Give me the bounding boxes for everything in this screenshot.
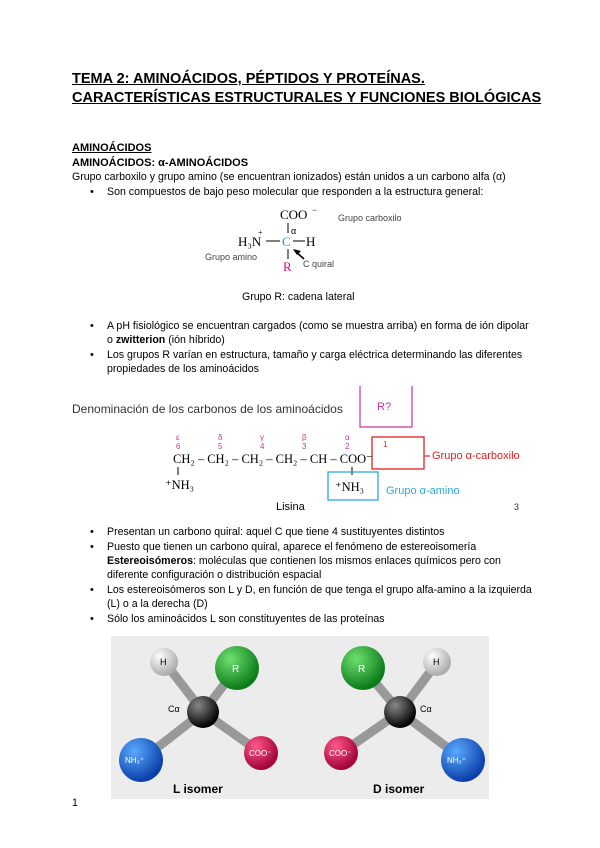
coo-ball-label: COO⁻ (249, 749, 272, 758)
coo-ball-label: COO⁻ (329, 749, 352, 758)
r-group: R (283, 259, 292, 274)
h-ball-label: H (160, 657, 167, 667)
carboxyl-box (372, 437, 424, 469)
arrow-icon (293, 249, 301, 255)
coo-label: COO (280, 207, 308, 222)
greek-epsilon: ε (176, 433, 180, 442)
l-isomer-label: L isomer (173, 782, 223, 796)
list-item: • A pH fisiológico se encuentran cargados (como se muestra arriba) en forma de ión dipolar o zwitterion (ión híbrido) (90, 319, 530, 347)
calpha-label: Cα (168, 704, 180, 714)
lysine-chain: CH₂ – CH₂ – CH₂ – CH₂ – CH – COO⁻ (173, 452, 373, 466)
plus-charge: + (258, 228, 263, 237)
r-ball-label: R (232, 664, 240, 675)
label-c-quiral: C quiral (303, 259, 335, 269)
greek-delta: δ (218, 433, 223, 442)
bullet-list-3 (90, 525, 535, 627)
label-alpha-carboxilo: Grupo α-carboxilo (432, 450, 520, 462)
lysine-carbon-figure (70, 386, 530, 516)
intro-text: Grupo carboxilo y grupo amino (se encuentran ionizados) están unidos a un carbono alfa (α) (72, 171, 506, 183)
alpha-label: α (291, 226, 297, 236)
coo-charge: − (312, 205, 318, 215)
slide-number: 3 (514, 502, 520, 512)
list-item: • Son compuestos de bajo peso molecular que responden a la estructura general: (90, 185, 530, 199)
amino-acid-structure-figure (200, 203, 410, 278)
calpha-label: Cα (420, 704, 432, 714)
carbon-number-5: 5 (218, 442, 223, 451)
isomer-figure (111, 636, 489, 799)
nh3-alpha: ⁺NH₃ (335, 480, 365, 494)
nh3-ball-label: NH₃⁺ (125, 756, 145, 765)
bullet-list-2 (90, 319, 530, 377)
label-alpha-amino: Grupo α-amino (386, 485, 460, 497)
greek-beta: β (302, 433, 307, 442)
carbon-number-1: 1 (383, 440, 388, 449)
figure-caption: Grupo R: cadena lateral (242, 291, 355, 303)
label-grupo-amino: Grupo amino (205, 252, 258, 262)
carbon-number-2: 2 (345, 442, 350, 451)
page-number: 1 (72, 797, 78, 809)
list-item: • Los grupos R varían en estructura, tamaño y carga eléctrica determinando las diferentes propiedades de los aminoácidos (90, 348, 530, 376)
bullet-list-1 (90, 185, 530, 200)
carbon-number-3: 3 (302, 442, 307, 451)
section-heading: AMINOÁCIDOS (72, 142, 152, 154)
greek-gamma: γ (260, 433, 264, 442)
greek-alpha: α (345, 433, 350, 442)
page-title: TEMA 2: AMINOÁCIDOS, PÉPTIDOS Y PROTEÍNAS. CARACTERÍSTICAS ESTRUCTURALES Y FUNCIONES BIOLÓGICAS (72, 71, 542, 106)
h3n-label: H₃N (238, 234, 262, 249)
list-item: • Sólo los aminoácidos L son constituyentes de las proteínas (90, 612, 535, 626)
nh3-ball-label: NH₃⁺ (447, 756, 467, 765)
figure-heading: Denominación de los carbonos de los aminoácidos (72, 402, 343, 416)
lisina-label: Lisina (276, 501, 305, 513)
subheading: AMINOÁCIDOS: α-AMINOÁCIDOS (72, 157, 249, 169)
carbon-number-4: 4 (260, 442, 265, 451)
d-isomer-label: D isomer (373, 782, 425, 796)
list-item: • Presentan un carbono quiral: aquel C que tiene 4 sustituyentes distintos (90, 525, 535, 539)
h-ball-label: H (433, 657, 440, 667)
carbon-number-6: 6 (176, 442, 181, 451)
label-grupo-carboxilo: Grupo carboxilo (338, 213, 402, 223)
list-item: • Puesto que tienen un carbono quiral, aparece el fenómeno de estereoisomería Estereoisómeros: moléculas que contienen los mismos enlaces químicos pero con diferente configuración o distribución espacial (90, 540, 535, 582)
r-ball-label: R (358, 664, 366, 675)
nh3-epsilon: ⁺NH₃ (165, 478, 195, 492)
r-box-label: R? (377, 401, 392, 413)
alpha-carbon: C (282, 234, 291, 249)
list-item: • Los estereoisómeros son L y D, en función de que tenga el grupo alfa-amino a la izquierda (L) o a la derecha (D) (90, 583, 535, 611)
h-label: H (306, 234, 316, 249)
